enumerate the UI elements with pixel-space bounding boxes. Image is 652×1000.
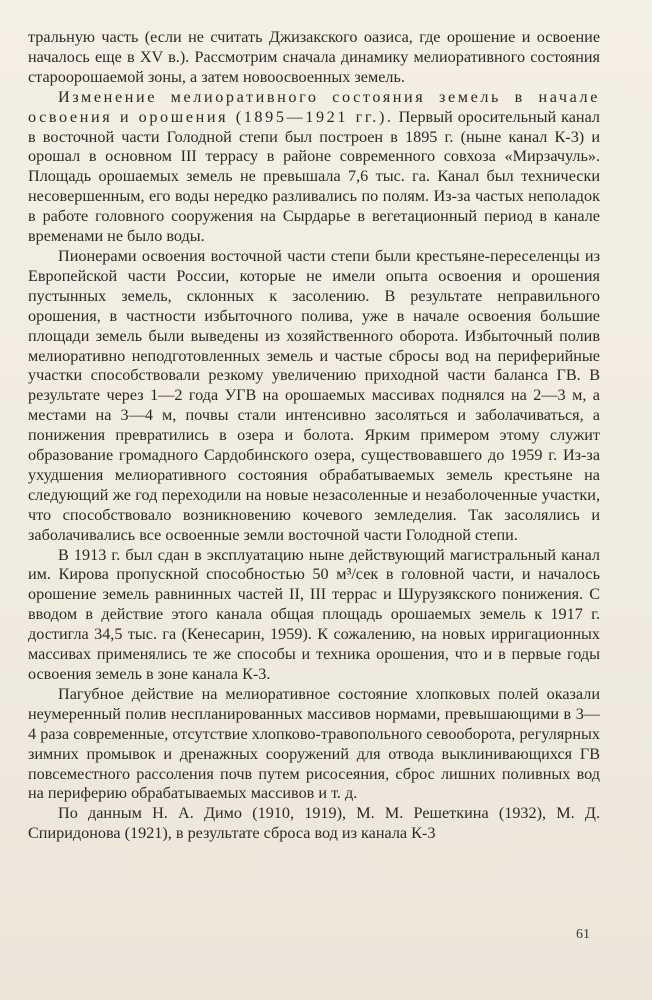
page-text — [28, 28, 600, 844]
section-heading: Изменение мелиоративного состояния земель в начале освоения и орошения (1895—1921 гг.). — [28, 87, 600, 126]
section-paragraph — [28, 88, 600, 247]
paragraph-dimo-data: По данным Н. А. Димо (1910, 1919), М. М. Решеткина (1932), М. Д. Спиридонова (1921), в результате сброса вод из канала К-3 — [28, 804, 600, 843]
page-number: 61 — [576, 927, 590, 942]
paragraph-pioneers: Пионерами освоения восточной части степи были крестьяне-переселенцы из Европейской части России, которые не имели опыта освоения и орошения пустынных земель, склонных к засолению. В результате неправильного орошения, в частности избыточного полива, уже в начале освоения большие площади земель были выведены из хозяйственного оборота. Избыточный полив мелиоративно неподготовленных земель и частые сбросы вод на периферийные участки способствовали резкому увеличению приходной части баланса ГВ. В результате через 1—2 года УГВ на орошаемых массивах поднялся на 2—3 м, а местами на 3—4 м, почвы стали интенсивно засоляться и заболачиваться, а понижения превратились в озера и болота. Ярким примером этому служит образование громадного Сардобинского озера, существовавшего до 1959 г. Из-за ухудшения мелиоративного состояния обрабатываемых земель крестьяне на следующий же год переходили на новые незасоленные и незаболоченные участки, что способствовало возникновению кочевого земледелия. Так засолялись и заболачивались все освоенные земли восточной части Голодной степи. — [28, 246, 600, 544]
paragraph-harmful-effects: Пагубное действие на мелиоративное состояние хлопковых полей оказали неумеренный полив неспланированных массивов нормами, превышающими в 3—4 раза современные, отсутствие хлопково-травопольного севооборота, регулярных зимних промывок и дренажных сооружений для отвода выклинивающихся ГВ повсеместного рассоления почв путем рисосеяния, сброс лишних поливных вод на периферию обрабатываемых массивов и т. д. — [28, 684, 600, 803]
section-body: Первый оросительный канал в восточной части Голодной степи был построен в 1895 г. (ныне канал К-3) и орошал в основном III террасу в районе современного совхоза «Мирзачуль». Площадь орошаемых земель не превышала 7,6 тыс. га. Канал был технически несовершенным, его воды нередко разливались по полям. Из-за частых неполадок в работе головного сооружения на Сырдарье в вегетационный период в канале временами не было воды. — [28, 107, 601, 246]
paragraph-kirov-canal: В 1913 г. был сдан в эксплуатацию ныне действующий магистральный канал им. Кирова пропускной способностью 50 м³/сек в головной части, и началось орошение земель равнинных частей II, III террас и Шурузякского понижения. С вводом в действие этого канала общая площадь орошаемых земель к 1917 г. достигла 34,5 тыс. га (Кенесарин, 1959). К сожалению, на новых ирригационных массивах применялись те же способы и техника орошения, что и в первые годы освоения земель в зоне канала К-3. — [28, 545, 600, 683]
paragraph-continued: тральную часть (если не считать Джизакского оазиса, где орошение и освоение началось еще в XV в.). Рассмотрим сначала динамику мелиоративного состояния староорошаемой зоны, а затем новоосвоенных земель. — [28, 28, 600, 86]
